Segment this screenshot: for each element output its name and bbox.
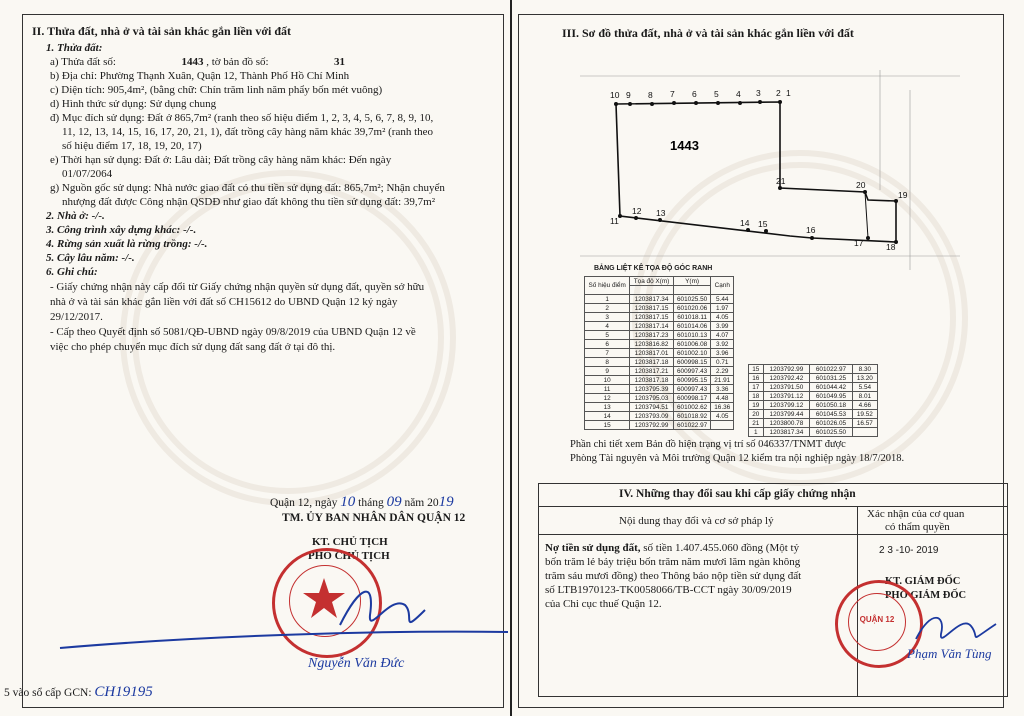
coord-cell: 601022.97 (673, 421, 711, 430)
col-x: Tọa độ X(m) (630, 277, 673, 286)
section-2: 2. Nhà ở: -/-. (46, 210, 105, 222)
coord-cell: 10 (585, 376, 630, 385)
coord-cell: 1203817.15 (630, 304, 673, 313)
coord-cell: 4.66 (852, 401, 877, 410)
coord-cell: 601018.11 (673, 313, 711, 322)
debt-line-3: trăm sáu mươi đồng) theo Thông báo nộp tiền sử dụng đất (545, 570, 802, 582)
coord-row (585, 403, 734, 412)
coord-cell: 1203817.21 (630, 367, 673, 376)
registration-number: CH19195 (94, 684, 153, 700)
coord-cell: 1203817.23 (630, 331, 673, 340)
coord-cell: 5.54 (852, 383, 877, 392)
coord-cell: 4 (585, 322, 630, 331)
coords-table-title: BẢNG LIỆT KÊ TỌA ĐỘ GÓC RANH (594, 265, 713, 272)
origin-line-1: g) Nguồn gốc sử dụng: Nhà nước giao đất có thu tiền sử dụng đất: 865,7m²; Nhận chuyển (50, 182, 445, 194)
coord-cell: 601044.42 (810, 383, 852, 392)
coord-row (749, 392, 878, 401)
coord-cell: 601010.13 (673, 331, 711, 340)
parcel-value: 1443 (181, 56, 204, 68)
vice-chairman: PHÓ CHỦ TỊCH (308, 550, 390, 562)
area-line: c) Diện tích: 905,4m², (bằng chữ: Chín trăm linh năm phẩy bốn mét vuông) (50, 84, 383, 96)
point-label: 17 (854, 238, 864, 248)
col-y: Y(m) (673, 277, 711, 286)
date-month: 09 (386, 494, 402, 510)
coord-cell: 2.29 (711, 367, 734, 376)
detail-note-2: Phòng Tài nguyên và Môi trường Quận 12 kiểm tra nội nghiệp ngày 18/7/2018. (570, 453, 905, 464)
coord-cell: 8.01 (852, 392, 877, 401)
parcel-diagram (580, 70, 960, 290)
point-label: 7 (670, 89, 675, 99)
coord-cell: 16.36 (711, 403, 734, 412)
coord-cell: 1203817.15 (630, 313, 673, 322)
point-label: 15 (758, 219, 768, 229)
coord-row (585, 367, 734, 376)
coord-row (585, 394, 734, 403)
coord-cell: 19.52 (852, 410, 877, 419)
coord-cell: 12 (585, 394, 630, 403)
col-content-header: Nội dung thay đổi và cơ sở pháp lý (619, 515, 774, 527)
coord-cell: 600998.17 (673, 394, 711, 403)
point-label: 4 (736, 89, 741, 99)
section-6: 6. Ghi chú: (46, 266, 98, 278)
col-edge: Cạnh (711, 277, 734, 295)
coord-cell: 601002.62 (673, 403, 711, 412)
debt-amount: số tiền 1.407.455.060 đồng (Một tỷ (640, 542, 800, 554)
blue-ink-stroke (0, 618, 510, 658)
debt-title: Nợ tiền sử dụng đất, (545, 542, 641, 554)
debt-line-1 (545, 542, 799, 555)
coord-cell: 21.91 (711, 376, 734, 385)
coord-cell: 1203817.34 (763, 428, 810, 437)
purpose-line-2: 11, 12, 13, 14, 15, 16, 17, 20, 21, 1), đất trồng cây hàng năm khác 39,7m² (ranh theo (62, 126, 434, 138)
coord-cell: 1 (749, 428, 764, 437)
coord-cell: 9 (585, 367, 630, 376)
coord-cell: 5 (585, 331, 630, 340)
section-ii-title: II. Thửa đất, nhà ở và tài sản khác gắn liền với đất (32, 24, 292, 38)
section-4: 4. Rừng sản xuất là rừng trồng: -/-. (46, 238, 208, 250)
coord-cell: 15 (585, 421, 630, 430)
coord-cell: 19 (749, 401, 764, 410)
coord-row (585, 358, 734, 367)
point-label: 3 (756, 88, 761, 98)
coord-cell: 601006.08 (673, 340, 711, 349)
coord-cell: 601025.50 (810, 428, 852, 437)
coord-cell: 21 (749, 419, 764, 428)
section-iii-title: III. Sơ đồ thửa đất, nhà ở và tài sản khác gắn liền với đất (562, 26, 854, 40)
coord-cell: 3 (585, 313, 630, 322)
point-label: 12 (632, 206, 642, 216)
coord-cell: 600998.15 (673, 358, 711, 367)
note-line-1: - Giấy chứng nhận này cấp đổi từ Giấy chứng nhận quyền sử dụng đất, quyền sở hữu (50, 281, 425, 293)
coord-cell: 3.96 (711, 349, 734, 358)
point-label: 13 (656, 208, 666, 218)
point-label: 6 (692, 89, 697, 99)
parcel-number-line (50, 56, 345, 69)
boundary-points (614, 100, 898, 244)
coord-row (585, 313, 734, 322)
point-label: 9 (626, 90, 631, 100)
coord-cell: 3.92 (711, 340, 734, 349)
coord-cell: 1203817.18 (630, 358, 673, 367)
coord-cell: 600995.15 (673, 376, 711, 385)
coord-row (749, 374, 878, 383)
point-label: 2 (776, 88, 781, 98)
coord-cell: 1203795.39 (630, 385, 673, 394)
address-line: b) Địa chỉ: Phường Thạnh Xuân, Quận 12, Thành Phố Hồ Chí Minh (50, 70, 350, 82)
purpose-line-1: đ) Mục đích sử dụng: Đất ở 865,7m² (ranh theo số hiệu điểm 1, 2, 3, 4, 5, 6, 7, 8, 9, 10, (50, 112, 434, 124)
debt-line-4: số LTB1970123-TK0058066/TB-CCT ngày 30/09/2019 (545, 584, 792, 596)
issuer-name: TM. ỦY BAN NHÂN DÂN QUẬN 12 (282, 512, 466, 524)
coord-cell: 1203817.14 (630, 322, 673, 331)
coord-cell: 1.97 (711, 304, 734, 313)
coord-cell: 1203793.09 (630, 412, 673, 421)
point-label: 11 (610, 216, 619, 226)
coord-cell: 1203792.99 (763, 365, 810, 374)
coord-cell: 4.05 (711, 412, 734, 421)
coord-cell: 14 (585, 412, 630, 421)
coord-cell: 5.44 (711, 295, 734, 304)
coord-row (585, 331, 734, 340)
coord-cell: 600997.43 (673, 367, 711, 376)
date-month-label: tháng (358, 497, 384, 509)
date-year: 19 (438, 494, 454, 510)
coord-cell: 8 (585, 358, 630, 367)
signer-name-2: Phạm Văn Tùng (907, 646, 992, 661)
coord-cell: 4.07 (711, 331, 734, 340)
coord-cell: 2 (585, 304, 630, 313)
coord-row (585, 322, 734, 331)
point-label: 1 (786, 88, 791, 98)
section-3: 3. Công trình xây dựng khác: -/-. (46, 224, 197, 236)
coord-cell: 601018.92 (673, 412, 711, 421)
coord-cell: 601031.25 (810, 374, 852, 383)
col-confirm-header-1: Xác nhận của cơ quan (867, 508, 965, 520)
coord-cell: 4.05 (711, 313, 734, 322)
point-label: 20 (856, 180, 866, 190)
note-line-5: việc cho phép chuyển mục đích sử dụng đất sang đất ở tại đô thị. (50, 341, 336, 353)
issue-date (270, 496, 454, 510)
coord-cell: 15 (749, 365, 764, 374)
coord-cell: 1203791.12 (763, 392, 810, 401)
coord-cell: 13.20 (852, 374, 877, 383)
sheet-label: , tờ bản đồ số: (206, 56, 269, 68)
registration-line (4, 686, 153, 700)
coord-cell: 1203817.34 (630, 295, 673, 304)
note-line-2: nhà ở và tài sản khác gắn liền với đất số CH15612 do UBND Quận 12 ký ngày (50, 296, 398, 308)
coord-row (749, 383, 878, 392)
point-label: 18 (886, 242, 896, 252)
coord-cell: 1203795.03 (630, 394, 673, 403)
coord-cell: 1203794.51 (630, 403, 673, 412)
coord-cell: 3.99 (711, 322, 734, 331)
coord-cell: 1203816.82 (630, 340, 673, 349)
coord-cell: 16 (749, 374, 764, 383)
vice-director: PHÓ GIÁM ĐỐC (885, 590, 967, 601)
section-iv-box (538, 483, 1008, 697)
point-label: 21 (776, 176, 786, 186)
detail-note-1: Phần chi tiết xem Bản đồ hiện trạng vị trí số 046337/TNMT được (570, 439, 846, 450)
coord-cell: 601020.06 (673, 304, 711, 313)
coord-cell: 0.71 (711, 358, 734, 367)
coord-cell: 1203792.42 (763, 374, 810, 383)
debt-line-2: bốn trăm lẻ bảy triệu bốn trăm năm mươi lăm ngàn không (545, 556, 801, 568)
coord-cell (852, 428, 877, 437)
coord-row (749, 401, 878, 410)
note-line-4: - Cấp theo Quyết định số 5081/QĐ-UBND ngày 09/8/2019 của UBND Quận 12 về (50, 326, 416, 338)
stamp-text: QUẬN 12 (859, 615, 895, 624)
coord-cell: 18 (749, 392, 764, 401)
coord-cell: 1203792.99 (630, 421, 673, 430)
origin-line-2: nhượng đất được Công nhận QSDĐ như giao đất không thu tiền sử dụng đất: 39,7m² (62, 196, 436, 208)
section-5: 5. Cây lâu năm: -/-. (46, 252, 135, 264)
signer-name: Nguyễn Văn Đức (308, 656, 405, 671)
point-label: 8 (648, 90, 653, 100)
section-iv-title: IV. Những thay đổi sau khi cấp giấy chứng nhận (619, 488, 856, 500)
coordinates-table-1 (584, 276, 734, 430)
date-day: 10 (340, 494, 356, 510)
coord-cell: 600997.43 (673, 385, 711, 394)
coord-cell: 601025.50 (673, 295, 711, 304)
date-year-label: năm 20 (404, 497, 439, 509)
coord-cell: 601026.05 (810, 419, 852, 428)
coord-row (585, 412, 734, 421)
purpose-line-3: số hiệu điểm 17, 18, 19, 20, 17) (62, 140, 202, 152)
coord-cell: 1203817.01 (630, 349, 673, 358)
coord-cell: 601014.06 (673, 322, 711, 331)
coord-cell: 6 (585, 340, 630, 349)
coord-row (749, 428, 878, 437)
col-point: Số hiệu điểm (585, 277, 630, 295)
sheet-value: 31 (334, 56, 346, 68)
kt-chairman: KT. CHỦ TỊCH (312, 536, 388, 548)
parcel-label: a) Thửa đất số: (50, 56, 116, 68)
term-line-2: 01/07/2064 (62, 168, 113, 180)
coordinates-table-2 (748, 364, 878, 437)
usage-form-line: d) Hình thức sử dụng: Sử dụng chung (50, 98, 217, 110)
coord-cell: 601045.53 (810, 410, 852, 419)
coord-row (585, 349, 734, 358)
coord-row (585, 295, 734, 304)
point-label: 5 (714, 89, 719, 99)
registration-label: 5 vào sổ cấp GCN: (4, 687, 92, 699)
coord-cell: 17 (749, 383, 764, 392)
coord-cell: 1203799.44 (763, 410, 810, 419)
coord-cell: 1203799.12 (763, 401, 810, 410)
coord-cell: 601022.97 (810, 365, 852, 374)
coord-row (749, 419, 878, 428)
coord-cell: 20 (749, 410, 764, 419)
coord-cell: 3.36 (711, 385, 734, 394)
coord-cell: 1203791.50 (763, 383, 810, 392)
point-label: 14 (740, 218, 750, 228)
coord-row (585, 421, 734, 430)
coord-cell: 601050.18 (810, 401, 852, 410)
section-1-title: 1. Thửa đất: (46, 42, 103, 54)
coord-cell: 16.57 (852, 419, 877, 428)
point-label: 10 (610, 90, 620, 100)
coord-cell: 601049.95 (810, 392, 852, 401)
coord-row (585, 340, 734, 349)
coord-cell: 601002.10 (673, 349, 711, 358)
coord-row (585, 376, 734, 385)
right-page (512, 0, 1024, 716)
coord-row (749, 365, 878, 374)
parcel-number-label: 1443 (670, 138, 699, 153)
date-prefix: Quận 12, ngày (270, 497, 338, 509)
coord-cell: 4.48 (711, 394, 734, 403)
coord-row (585, 304, 734, 313)
coord-cell (711, 421, 734, 430)
coord-cell: 11 (585, 385, 630, 394)
note-line-3: 29/12/2017. (50, 311, 103, 323)
coord-cell: 1203800.78 (763, 419, 810, 428)
term-line-1: e) Thời hạn sử dụng: Đất ở: Lâu dài; Đất trồng cây hàng năm khác: Đến ngày (50, 154, 392, 166)
coord-cell: 1 (585, 295, 630, 304)
point-label: 16 (806, 225, 816, 235)
coord-cell: 8.30 (852, 365, 877, 374)
col-confirm-header-2: có thẩm quyền (885, 521, 950, 533)
coord-row (749, 410, 878, 419)
confirm-date: 2 3 -10- 2019 (879, 545, 939, 556)
coord-cell: 7 (585, 349, 630, 358)
coord-cell: 1203817.18 (630, 376, 673, 385)
point-label: 19 (898, 190, 908, 200)
kt-director: KT. GIÁM ĐỐC (885, 576, 961, 587)
debt-line-5: của Chi cục thuế Quận 12. (545, 598, 662, 610)
coord-row (585, 385, 734, 394)
coord-cell: 13 (585, 403, 630, 412)
